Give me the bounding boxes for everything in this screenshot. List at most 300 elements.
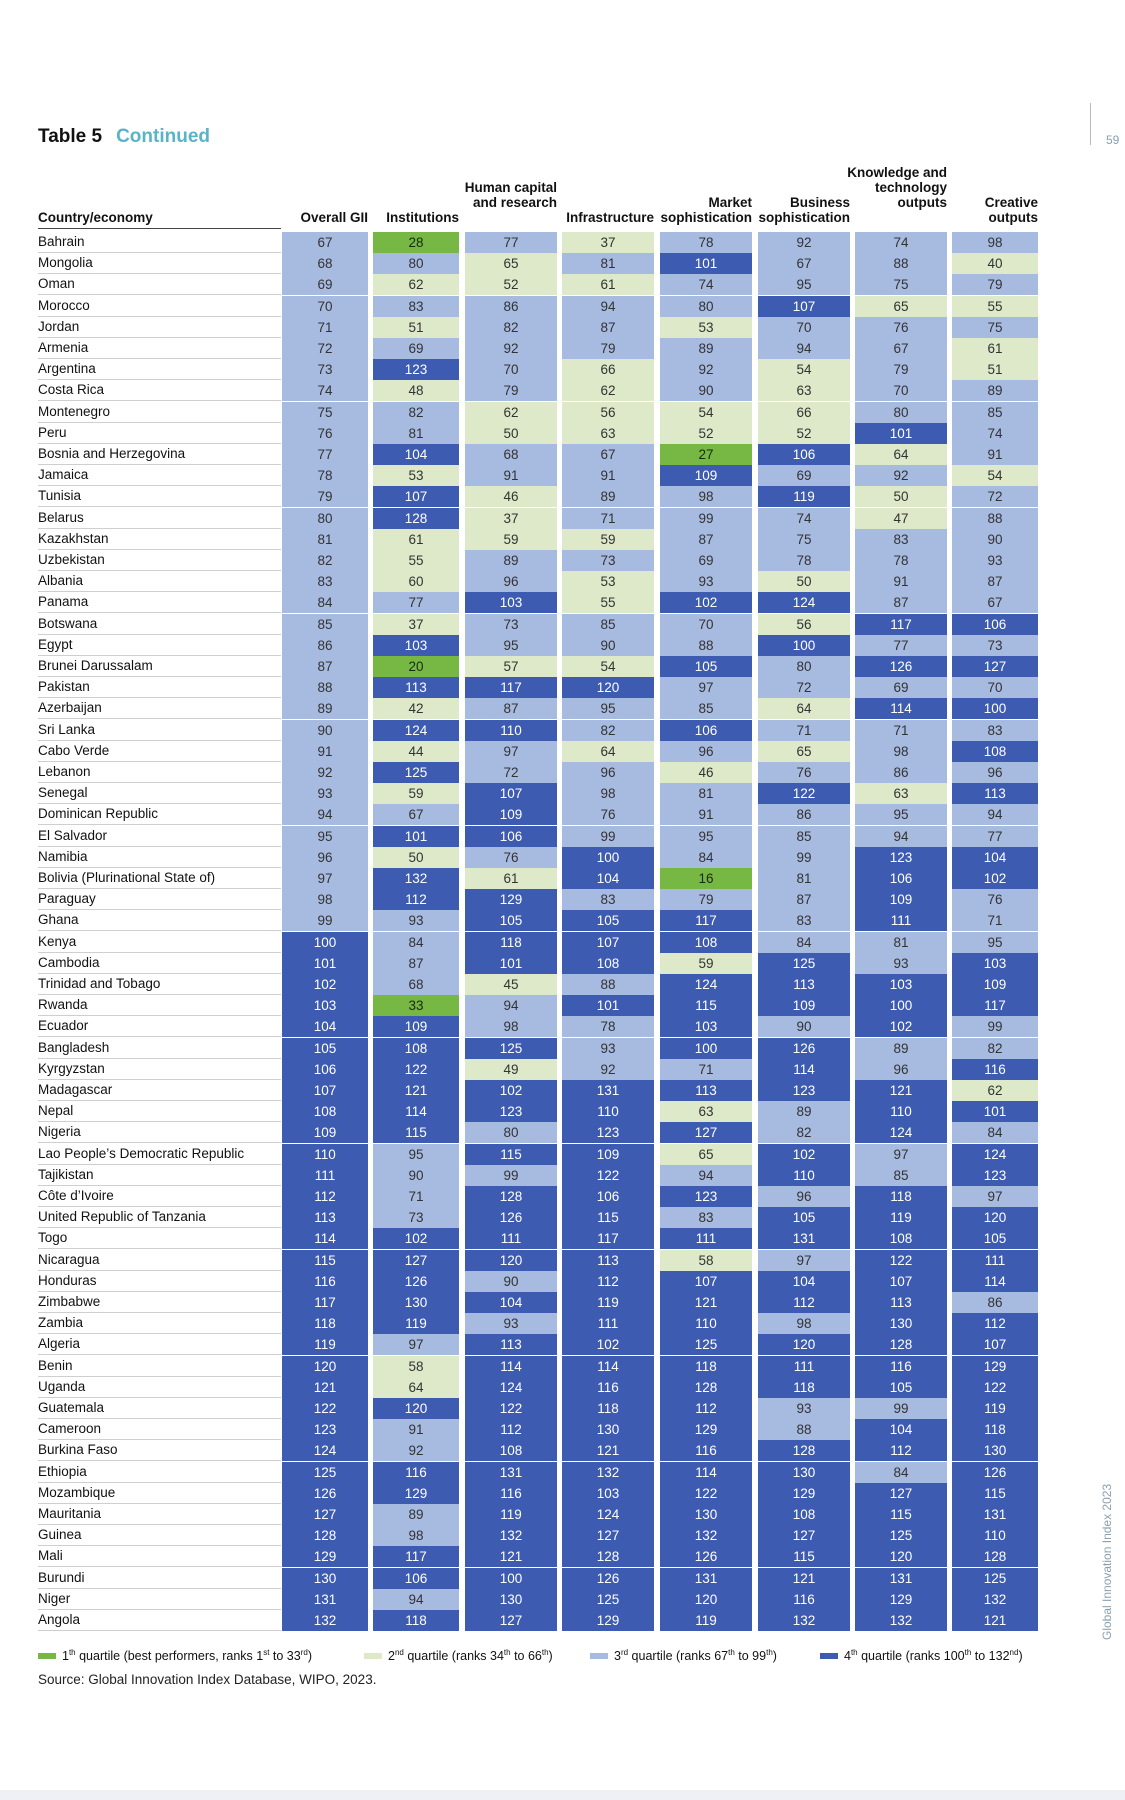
rank-cell-institutions: 44 [373,741,459,762]
rank-cell-creative-outputs: 55 [952,296,1038,317]
rank-cell-infrastructure: 90 [562,635,654,656]
rank-cell-business-sophistication: 88 [758,1419,850,1440]
rank-cell-knowledge-technology: 106 [855,868,947,889]
rank-cell-knowledge-technology: 110 [855,1101,947,1122]
rank-cell-overall-gii: 128 [282,1525,368,1546]
rank-cell-business-sophistication: 87 [758,889,850,910]
rank-cell-human-capital: 120 [465,1250,557,1271]
rank-cell-knowledge-technology: 91 [855,571,947,592]
rank-cell-infrastructure: 122 [562,1165,654,1186]
rank-cell-market-sophistication: 96 [660,741,752,762]
rank-cell-creative-outputs: 108 [952,741,1038,762]
rank-cell-knowledge-technology: 114 [855,698,947,719]
rank-cell-human-capital: 114 [465,1356,557,1377]
table-row [38,1038,1038,1059]
rank-cell-infrastructure: 121 [562,1440,654,1461]
rank-cell-creative-outputs: 94 [952,804,1038,825]
rank-cell-creative-outputs: 97 [952,1186,1038,1207]
country-name: Oman [38,274,281,295]
rank-cell-business-sophistication: 98 [758,1313,850,1334]
rank-cell-overall-gii: 120 [282,1356,368,1377]
rank-cell-infrastructure: 71 [562,508,654,529]
rank-cell-infrastructure: 105 [562,910,654,931]
legend-label: 4th quartile (ranks 100th to 132nd) [844,1648,1023,1664]
rank-cell-overall-gii: 101 [282,953,368,974]
rank-cell-infrastructure: 81 [562,253,654,274]
rank-cell-creative-outputs: 62 [952,1080,1038,1101]
rank-cell-institutions: 60 [373,571,459,592]
rank-cell-institutions: 132 [373,868,459,889]
rank-cell-overall-gii: 112 [282,1186,368,1207]
rank-cell-institutions: 104 [373,444,459,465]
rank-cell-overall-gii: 78 [282,465,368,486]
rank-cell-market-sophistication: 108 [660,932,752,953]
header-creative-outputs: Creative outputs [984,195,1038,225]
rank-cell-human-capital: 107 [465,783,557,804]
legend-item-q4 [820,1648,1023,1663]
rank-cell-knowledge-technology: 97 [855,1144,947,1165]
table-row [38,232,1038,253]
continued-label: Continued [116,126,210,147]
rank-cell-institutions: 120 [373,1398,459,1419]
table-row [38,592,1038,613]
rank-cell-knowledge-technology: 67 [855,338,947,359]
rank-cell-infrastructure: 131 [562,1080,654,1101]
rank-cell-creative-outputs: 89 [952,380,1038,401]
rank-cell-market-sophistication: 119 [660,1610,752,1631]
rank-cell-human-capital: 89 [465,550,557,571]
rank-cell-institutions: 37 [373,614,459,635]
rank-cell-human-capital: 113 [465,1334,557,1355]
rank-cell-human-capital: 124 [465,1377,557,1398]
rank-cell-infrastructure: 126 [562,1568,654,1589]
legend-swatch [820,1653,838,1659]
rank-cell-business-sophistication: 106 [758,444,850,465]
rank-cell-institutions: 48 [373,380,459,401]
rank-cell-business-sophistication: 112 [758,1292,850,1313]
rank-cell-infrastructure: 130 [562,1419,654,1440]
rank-cell-market-sophistication: 91 [660,804,752,825]
table-row [38,274,1038,295]
rank-cell-business-sophistication: 86 [758,804,850,825]
rank-cell-overall-gii: 93 [282,783,368,804]
rank-cell-business-sophistication: 74 [758,508,850,529]
table-row [38,677,1038,698]
country-name: Burundi [38,1568,281,1589]
rank-cell-overall-gii: 71 [282,317,368,338]
country-name: Tajikistan [38,1165,281,1186]
rank-cell-business-sophistication: 63 [758,380,850,401]
rank-cell-institutions: 90 [373,1165,459,1186]
country-name: Ghana [38,910,281,931]
page-divider [1090,103,1091,145]
rank-cell-infrastructure: 123 [562,1122,654,1143]
rank-cell-business-sophistication: 110 [758,1165,850,1186]
country-name: Montenegro [38,402,281,423]
rank-cell-infrastructure: 82 [562,720,654,741]
table-row [38,380,1038,401]
rank-cell-overall-gii: 94 [282,804,368,825]
country-name: Mozambique [38,1483,281,1504]
rank-cell-human-capital: 65 [465,253,557,274]
rank-cell-market-sophistication: 87 [660,529,752,550]
rank-cell-knowledge-technology: 129 [855,1589,947,1610]
rank-cell-market-sophistication: 85 [660,698,752,719]
rank-cell-creative-outputs: 132 [952,1589,1038,1610]
rank-cell-knowledge-technology: 65 [855,296,947,317]
rank-cell-market-sophistication: 69 [660,550,752,571]
legend-item-q2 [364,1648,553,1663]
rank-cell-overall-gii: 104 [282,1016,368,1037]
rank-cell-infrastructure: 73 [562,550,654,571]
rank-cell-market-sophistication: 118 [660,1356,752,1377]
rank-cell-overall-gii: 83 [282,571,368,592]
table-row [38,1122,1038,1143]
rank-cell-creative-outputs: 110 [952,1525,1038,1546]
rank-cell-institutions: 58 [373,1356,459,1377]
table-row [38,826,1038,847]
table-row [38,1016,1038,1037]
rank-cell-institutions: 71 [373,1186,459,1207]
rank-cell-human-capital: 119 [465,1504,557,1525]
rank-cell-knowledge-technology: 86 [855,762,947,783]
rank-cell-market-sophistication: 59 [660,953,752,974]
table-row [38,762,1038,783]
country-name: Burkina Faso [38,1440,281,1461]
rank-cell-knowledge-technology: 85 [855,1165,947,1186]
rank-cell-institutions: 51 [373,317,459,338]
rank-cell-human-capital: 109 [465,804,557,825]
rank-cell-institutions: 106 [373,1568,459,1589]
table-row [38,995,1038,1016]
table-row [38,868,1038,889]
rank-cell-knowledge-technology: 118 [855,1186,947,1207]
rank-cell-human-capital: 37 [465,508,557,529]
rank-cell-institutions: 87 [373,953,459,974]
rank-cell-overall-gii: 102 [282,974,368,995]
rank-cell-institutions: 115 [373,1122,459,1143]
rank-cell-creative-outputs: 121 [952,1610,1038,1631]
rank-cell-knowledge-technology: 81 [855,932,947,953]
rank-cell-overall-gii: 96 [282,847,368,868]
rank-cell-business-sophistication: 113 [758,974,850,995]
header-human-capital: Human capital and research [464,180,557,210]
rank-cell-knowledge-technology: 100 [855,995,947,1016]
rank-cell-institutions: 114 [373,1101,459,1122]
rank-cell-infrastructure: 55 [562,592,654,613]
rank-cell-institutions: 122 [373,1059,459,1080]
rank-cell-market-sophistication: 74 [660,274,752,295]
rank-cell-institutions: 55 [373,550,459,571]
rank-cell-institutions: 91 [373,1419,459,1440]
rank-cell-overall-gii: 72 [282,338,368,359]
rank-cell-business-sophistication: 50 [758,571,850,592]
rank-cell-infrastructure: 132 [562,1462,654,1483]
rank-cell-creative-outputs: 109 [952,974,1038,995]
rank-cell-overall-gii: 110 [282,1144,368,1165]
rank-cell-business-sophistication: 102 [758,1144,850,1165]
rank-cell-human-capital: 101 [465,953,557,974]
rank-cell-infrastructure: 85 [562,614,654,635]
country-name: Niger [38,1589,281,1610]
rank-cell-overall-gii: 113 [282,1207,368,1228]
table-row [38,1504,1038,1525]
rank-cell-infrastructure: 113 [562,1250,654,1271]
rank-cell-market-sophistication: 88 [660,635,752,656]
rank-cell-market-sophistication: 80 [660,296,752,317]
rank-cell-human-capital: 49 [465,1059,557,1080]
rank-cell-infrastructure: 83 [562,889,654,910]
country-name: Nicaragua [38,1250,281,1271]
rank-cell-market-sophistication: 109 [660,465,752,486]
country-name: Kyrgyzstan [38,1059,281,1080]
rank-cell-business-sophistication: 126 [758,1038,850,1059]
rank-cell-creative-outputs: 105 [952,1228,1038,1249]
rank-cell-knowledge-technology: 79 [855,359,947,380]
rank-cell-overall-gii: 125 [282,1462,368,1483]
country-name: Zimbabwe [38,1292,281,1313]
table-row [38,1377,1038,1398]
rank-cell-overall-gii: 118 [282,1313,368,1334]
rank-cell-institutions: 109 [373,1016,459,1037]
rank-cell-infrastructure: 119 [562,1292,654,1313]
table-row [38,465,1038,486]
rank-cell-business-sophistication: 56 [758,614,850,635]
rank-cell-infrastructure: 127 [562,1525,654,1546]
rank-cell-creative-outputs: 101 [952,1101,1038,1122]
rank-cell-infrastructure: 128 [562,1546,654,1567]
rank-cell-infrastructure: 91 [562,465,654,486]
rank-cell-creative-outputs: 79 [952,274,1038,295]
rank-cell-business-sophistication: 80 [758,656,850,677]
table-row [38,1165,1038,1186]
rank-cell-market-sophistication: 70 [660,614,752,635]
table-row [38,529,1038,550]
rank-cell-overall-gii: 103 [282,995,368,1016]
rank-cell-human-capital: 130 [465,1589,557,1610]
rank-cell-infrastructure: 62 [562,380,654,401]
rank-cell-creative-outputs: 83 [952,720,1038,741]
rank-cell-business-sophistication: 71 [758,720,850,741]
rank-cell-institutions: 98 [373,1525,459,1546]
rank-cell-institutions: 89 [373,1504,459,1525]
rank-cell-business-sophistication: 83 [758,910,850,931]
country-name: Mauritania [38,1504,281,1525]
rank-cell-knowledge-technology: 126 [855,656,947,677]
rank-cell-infrastructure: 116 [562,1377,654,1398]
rank-cell-overall-gii: 131 [282,1589,368,1610]
rank-cell-business-sophistication: 70 [758,317,850,338]
rank-cell-human-capital: 125 [465,1038,557,1059]
rank-cell-business-sophistication: 104 [758,1271,850,1292]
rank-cell-human-capital: 116 [465,1483,557,1504]
rank-cell-human-capital: 108 [465,1440,557,1461]
rank-cell-market-sophistication: 46 [660,762,752,783]
rank-cell-creative-outputs: 113 [952,783,1038,804]
rank-cell-business-sophistication: 109 [758,995,850,1016]
rank-cell-knowledge-technology: 99 [855,1398,947,1419]
rank-cell-market-sophistication: 106 [660,720,752,741]
rank-cell-human-capital: 121 [465,1546,557,1567]
rank-cell-human-capital: 127 [465,1610,557,1631]
rank-cell-overall-gii: 115 [282,1250,368,1271]
rank-cell-business-sophistication: 132 [758,1610,850,1631]
rank-cell-institutions: 101 [373,826,459,847]
country-name: Panama [38,592,281,613]
country-name: Honduras [38,1271,281,1292]
country-name: Benin [38,1356,281,1377]
rank-cell-human-capital: 99 [465,1165,557,1186]
rank-cell-market-sophistication: 121 [660,1292,752,1313]
page-number: 59 [1106,133,1120,147]
country-name: Kenya [38,932,281,953]
rank-cell-human-capital: 94 [465,995,557,1016]
rank-cell-overall-gii: 82 [282,550,368,571]
rank-cell-business-sophistication: 96 [758,1186,850,1207]
rank-cell-overall-gii: 98 [282,889,368,910]
rank-cell-creative-outputs: 90 [952,529,1038,550]
table-row [38,402,1038,423]
header-knowledge-technology: Knowledge and technology outputs [847,165,947,210]
rank-cell-business-sophistication: 118 [758,1377,850,1398]
rank-cell-human-capital: 77 [465,232,557,253]
rank-cell-creative-outputs: 75 [952,317,1038,338]
rank-cell-institutions: 50 [373,847,459,868]
rank-cell-business-sophistication: 99 [758,847,850,868]
rank-cell-human-capital: 92 [465,338,557,359]
rank-cell-knowledge-technology: 64 [855,444,947,465]
rank-cell-overall-gii: 86 [282,635,368,656]
rank-cell-institutions: 92 [373,1440,459,1461]
rank-cell-creative-outputs: 67 [952,592,1038,613]
table-row [38,698,1038,719]
rank-cell-business-sophistication: 116 [758,1589,850,1610]
rank-cell-overall-gii: 124 [282,1440,368,1461]
country-name: Jordan [38,317,281,338]
rank-cell-human-capital: 46 [465,486,557,507]
table-row [38,423,1038,444]
table-row [38,889,1038,910]
country-name: Mali [38,1546,281,1567]
rank-cell-business-sophistication: 105 [758,1207,850,1228]
rank-cell-human-capital: 100 [465,1568,557,1589]
rank-cell-market-sophistication: 102 [660,592,752,613]
rank-cell-human-capital: 76 [465,847,557,868]
rank-cell-human-capital: 73 [465,614,557,635]
rank-cell-overall-gii: 76 [282,423,368,444]
rank-cell-overall-gii: 119 [282,1334,368,1355]
rank-cell-knowledge-technology: 105 [855,1377,947,1398]
table-number: Table 5 [38,126,103,147]
rank-cell-market-sophistication: 126 [660,1546,752,1567]
rank-cell-institutions: 62 [373,274,459,295]
header-market-sophistication: Market sophistication [660,195,752,225]
country-name: Sri Lanka [38,720,281,741]
rank-cell-creative-outputs: 76 [952,889,1038,910]
rank-cell-human-capital: 112 [465,1419,557,1440]
rank-cell-market-sophistication: 97 [660,677,752,698]
rank-cell-knowledge-technology: 50 [855,486,947,507]
country-name: Uganda [38,1377,281,1398]
table-row [38,1313,1038,1334]
rank-cell-human-capital: 70 [465,359,557,380]
rank-cell-business-sophistication: 121 [758,1568,850,1589]
rank-cell-knowledge-technology: 130 [855,1313,947,1334]
rank-cell-overall-gii: 68 [282,253,368,274]
rank-cell-business-sophistication: 119 [758,486,850,507]
rank-cell-infrastructure: 129 [562,1610,654,1631]
rank-cell-creative-outputs: 84 [952,1122,1038,1143]
rank-cell-infrastructure: 98 [562,783,654,804]
rank-cell-human-capital: 91 [465,465,557,486]
country-name: Rwanda [38,995,281,1016]
rank-cell-overall-gii: 91 [282,741,368,762]
table-row [38,1610,1038,1631]
country-name: Cameroon [38,1419,281,1440]
rank-cell-human-capital: 95 [465,635,557,656]
country-name: Brunei Darussalam [38,656,281,677]
rank-cell-infrastructure: 120 [562,677,654,698]
table-row [38,804,1038,825]
table-row [38,1356,1038,1377]
rank-cell-overall-gii: 73 [282,359,368,380]
rank-cell-infrastructure: 37 [562,232,654,253]
rank-cell-institutions: 67 [373,804,459,825]
rank-cell-creative-outputs: 124 [952,1144,1038,1165]
rank-cell-market-sophistication: 99 [660,508,752,529]
rank-cell-knowledge-technology: 132 [855,1610,947,1631]
rank-cell-overall-gii: 77 [282,444,368,465]
rank-cell-infrastructure: 117 [562,1228,654,1249]
country-name: Uzbekistan [38,550,281,571]
rank-cell-infrastructure: 110 [562,1101,654,1122]
rank-cell-market-sophistication: 65 [660,1144,752,1165]
rank-cell-human-capital: 50 [465,423,557,444]
table-row [38,1440,1038,1461]
rank-cell-infrastructure: 99 [562,826,654,847]
rank-cell-infrastructure: 88 [562,974,654,995]
rank-cell-business-sophistication: 130 [758,1462,850,1483]
rank-cell-human-capital: 98 [465,1016,557,1037]
country-name: Belarus [38,508,281,529]
rank-cell-market-sophistication: 92 [660,359,752,380]
rank-cell-market-sophistication: 58 [660,1250,752,1271]
rank-cell-institutions: 95 [373,1144,459,1165]
rank-cell-human-capital: 102 [465,1080,557,1101]
country-name: Egypt [38,635,281,656]
country-name: Cambodia [38,953,281,974]
country-name: Zambia [38,1313,281,1334]
rank-cell-knowledge-technology: 75 [855,274,947,295]
rank-cell-business-sophistication: 123 [758,1080,850,1101]
rank-cell-institutions: 129 [373,1483,459,1504]
rank-cell-knowledge-technology: 112 [855,1440,947,1461]
rank-cell-infrastructure: 102 [562,1334,654,1355]
rank-cell-institutions: 53 [373,465,459,486]
rank-cell-creative-outputs: 112 [952,1313,1038,1334]
legend-label: 2nd quartile (ranks 34th to 66th) [388,1648,553,1664]
rank-cell-creative-outputs: 87 [952,571,1038,592]
rank-cell-market-sophistication: 115 [660,995,752,1016]
country-name: Côte d’Ivoire [38,1186,281,1207]
rank-cell-overall-gii: 75 [282,402,368,423]
rank-cell-business-sophistication: 76 [758,762,850,783]
rank-cell-human-capital: 131 [465,1462,557,1483]
rank-cell-business-sophistication: 129 [758,1483,850,1504]
rank-cell-infrastructure: 87 [562,317,654,338]
rank-cell-institutions: 84 [373,932,459,953]
rank-cell-infrastructure: 76 [562,804,654,825]
